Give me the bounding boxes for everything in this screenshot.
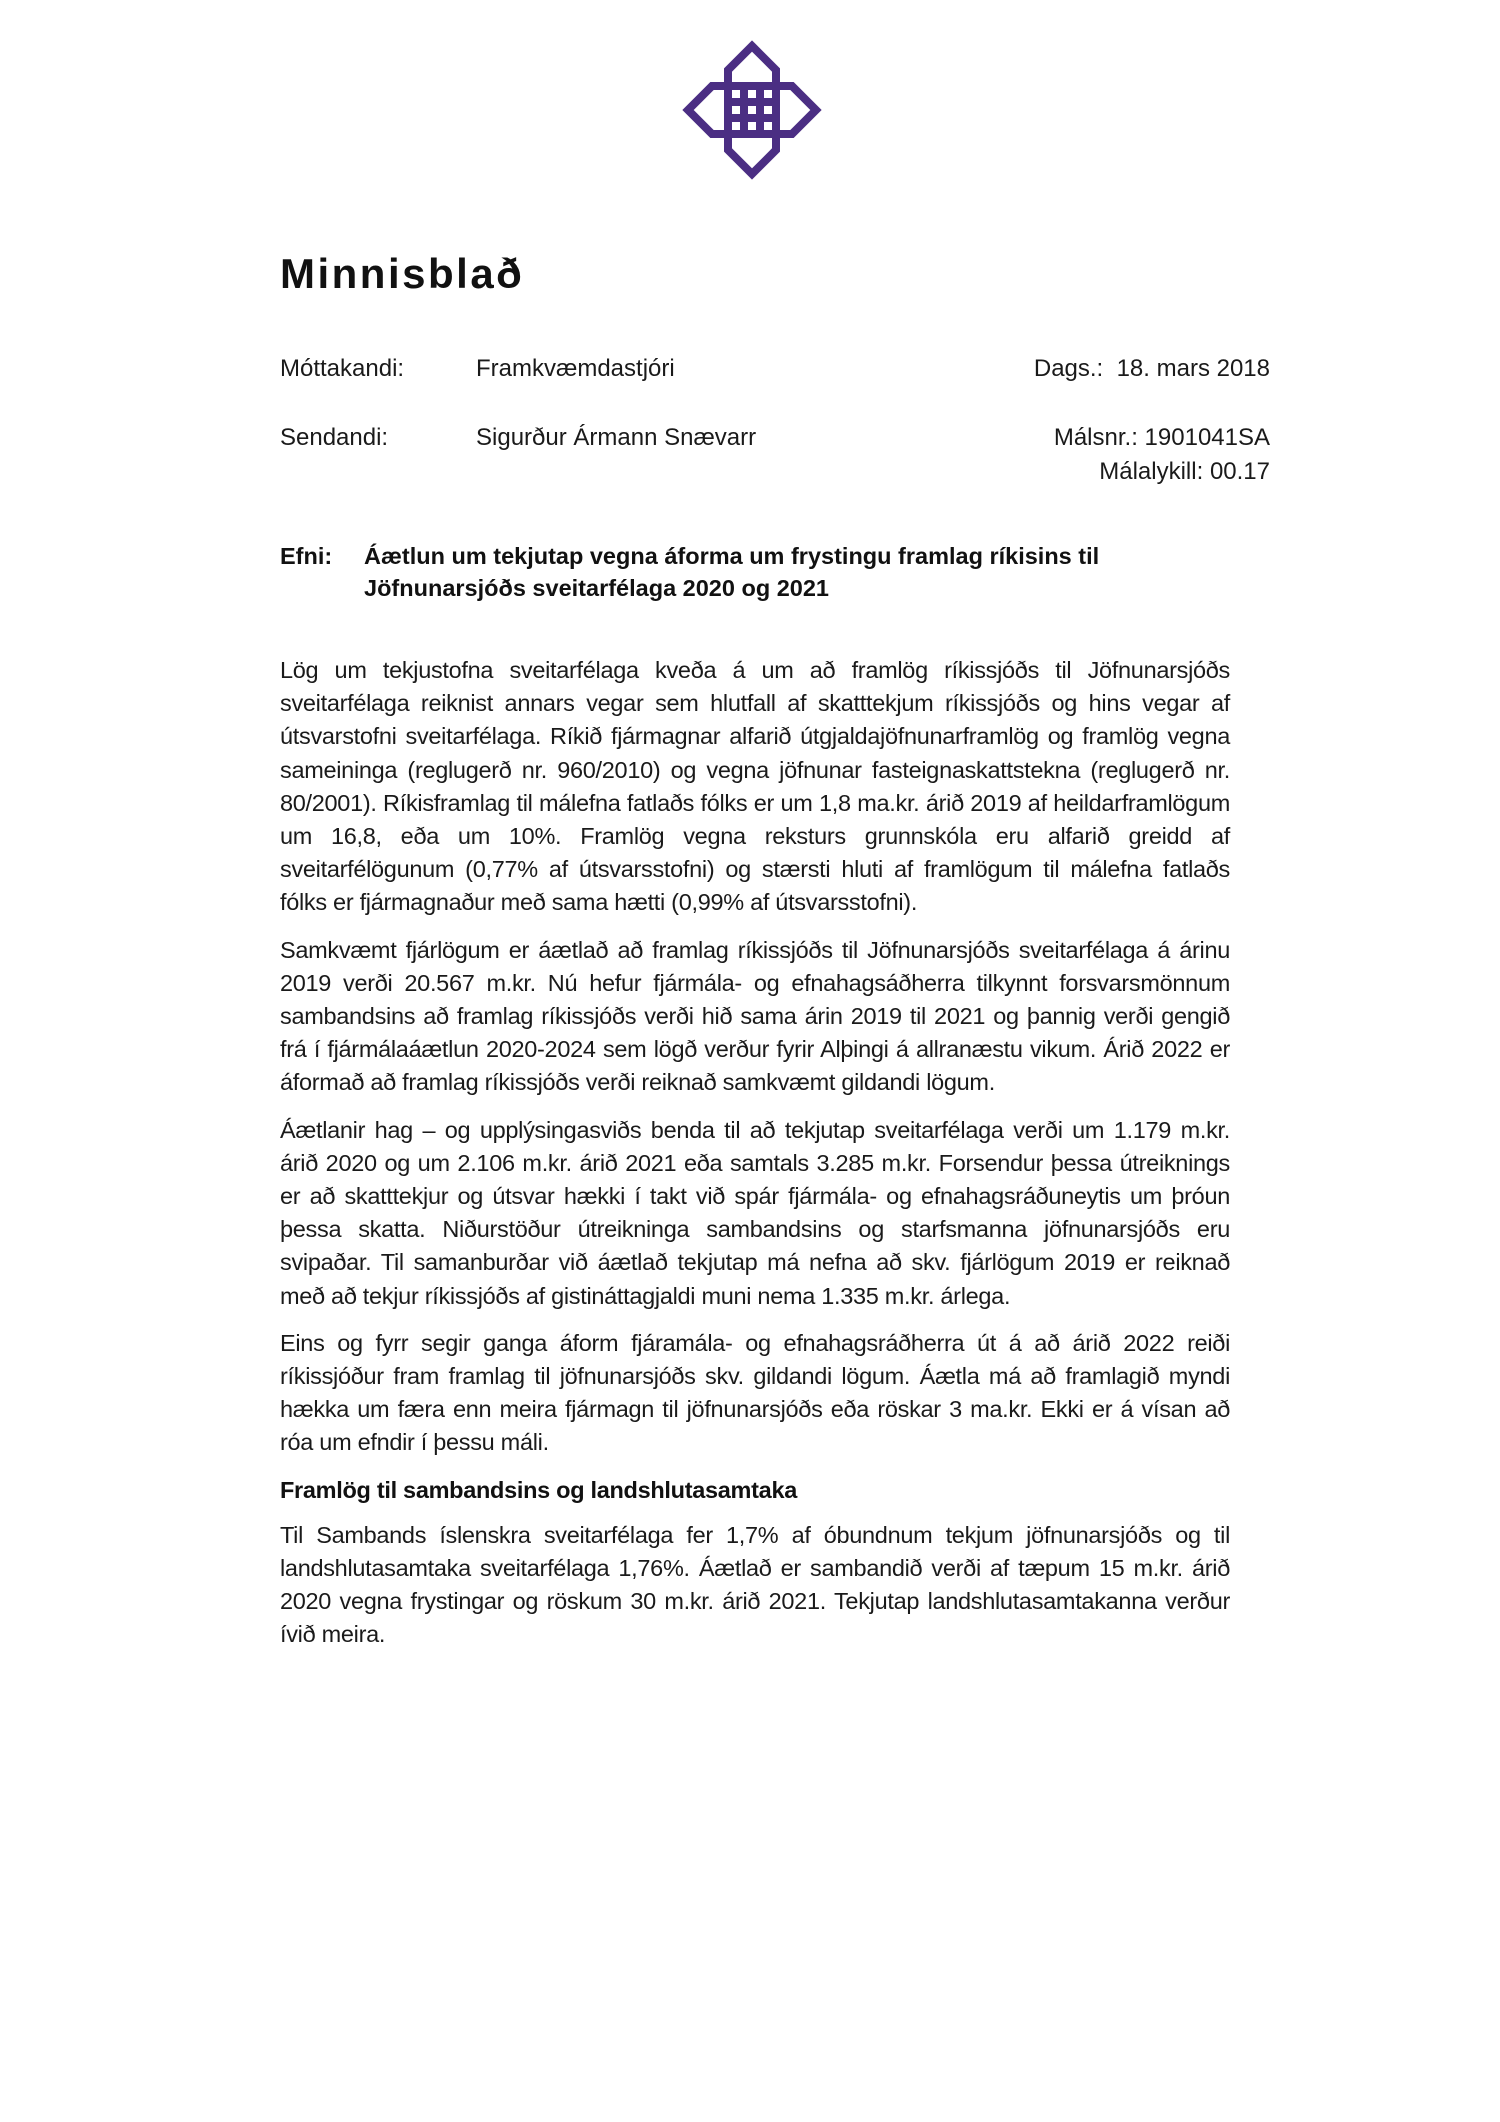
recipient-value: Framkvæmdastjóri xyxy=(476,355,675,382)
date-value: 18. mars 2018 xyxy=(1116,355,1270,382)
section-paragraph: Til Sambands íslenskra sveitarfélaga fer 1,7% af óbundnum tekjum jöfnunarsjóðs og til landshlutasamtaka sveitarfélaga 1,76%. Áætlað er sambandið verði af tæpum 15 m.kr. árið 2020 vegna frystingar og röskum 30 m.kr. árið 2021. Tekjutap landshlutasamtakanna verður ívið meira. xyxy=(280,1521,1230,1648)
body-paragraph: Lög um tekjustofna sveitarfélaga kveða á um að framlög ríkissjóðs til Jöfnunarsjóðs sveitarfélaga reiknist annars vegar sem hlutfall af skatttekjum ríkissjóðs og hins vegar af útsvarstofni sveitarfélaga. Ríkið fjármagnar alfarið útgjaldajöfnunarframlög og framlög vegna sameininga (reglugerð nr. 960/2010) og vegna jöfnunar fasteignaskattstekna (reglugerð nr. 80/2001). Ríkisframlag til málefna fatlaðs fólks er um 1,8 ma.kr. árið 2019 af heildarframlögum um 16,8, eða um 10%. Framlög vegna reksturs grunnskóla eru alfarið greidd af sveitarfélögunum (0,77% af útsvarsstofni) og stærsti hluti af framlögum til málefna fatlaðs fólks er fjármagnaður með sama hætti (0,99% af útsvarsstofni). xyxy=(280,657,1230,916)
date-field xyxy=(1034,355,1270,383)
section-heading: Framlög til sambandsins og landshlutasamtaka xyxy=(280,1476,797,1503)
case-number-value: 1901041SA xyxy=(1144,424,1270,451)
case-key-label: Málalykill: xyxy=(1099,458,1204,485)
subject-label: Efni: xyxy=(280,543,333,569)
case-number-label: Málsnr.: xyxy=(1053,424,1138,451)
memo-body xyxy=(280,654,1230,1665)
case-key-field xyxy=(1099,458,1270,486)
body-paragraph: Áætlanir hag – og upplýsingasviðs benda til að tekjutap sveitarfélaga verði um 1.179 m.kr. árið 2020 og um 2.106 m.kr. árið 2021 eða samtals 3.285 m.kr. Forsendur þessa útreiknings er að skatttekjur og útsvar hækki í takt við spár fjármála- og efnahagsráðuneytis um þróun þessa skatta. Niðurstöður útreikninga sambandsins og starfsmanna jöfnunarsjóðs eru svipaðar. Til samanburðar við áætlað tekjutap má nefna að skv. fjárlögum 2019 er reiknað með að tekjur ríkissjóðs af gistináttagjaldi muni nema 1.335 m.kr. árlega. xyxy=(280,1116,1230,1309)
interlaced-knot-logo-icon xyxy=(682,40,822,180)
case-key-value: 00.17 xyxy=(1209,458,1270,485)
body-paragraph: Samkvæmt fjárlögum er áætlað að framlag ríkissjóðs til Jöfnunarsjóðs sveitarfélaga á árinu 2019 verði 20.567 m.kr. Nú hefur fjármála- og efnahagsáðherra tilkynnt forsvarsmönnum sambandsins að framlag ríkissjóðs verði hið sama árin 2019 til 2021 og þannig verði gengið frá í fjármálaáætlun 2020-2024 sem lögð verður fyrir Alþingi á allranæstu vikum. Árið 2022 er áformað að framlag ríkissjóðs verði reiknað samkvæmt gildandi lögum. xyxy=(280,936,1230,1096)
sender-value: Sigurður Ármann Snævarr xyxy=(476,424,757,451)
date-label: Dags.: xyxy=(1033,355,1104,382)
body-paragraph: Eins og fyrr segir ganga áform fjáramála- og efnahagsráðherra út á að árið 2022 reiði ríkissjóður fram framlag til jöfnunarsjóðs skv. gildandi lögum. Áætla má að framlagið myndi hækka um færa enn meira fjármagn til jöfnunarsjóðs eða röskar 3 ma.kr. Ekki er á vísan að róa um efndir í þessu máli. xyxy=(280,1329,1230,1456)
document-title: Minnisblað xyxy=(280,250,525,297)
recipient-label: Móttakandi: xyxy=(280,355,405,382)
case-number-field xyxy=(1054,424,1270,452)
subject-text: Áætlun um tekjutap vegna áforma um frystingu framlag ríkisins til Jöfnunarsjóðs sveitarfélaga 2020 og 2021 xyxy=(364,543,1100,601)
sender-label: Sendandi: xyxy=(280,424,389,451)
